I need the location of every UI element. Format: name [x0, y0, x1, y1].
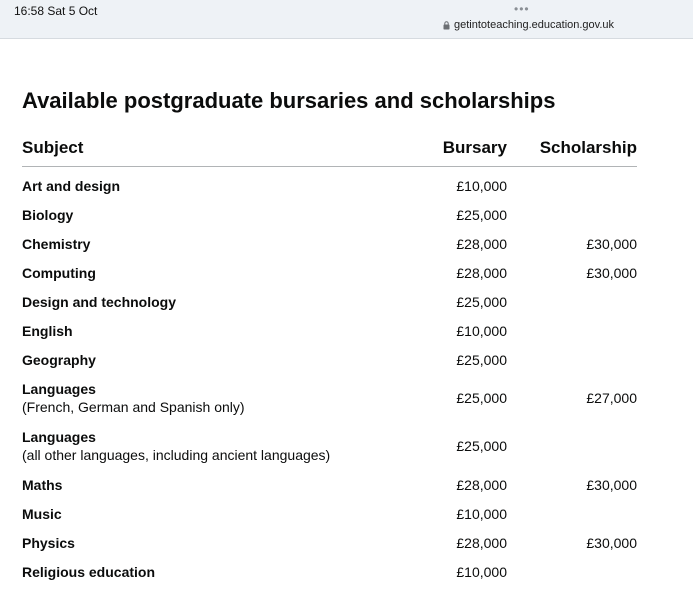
status-time-date: 16:58 Sat 5 Oct: [14, 4, 98, 18]
subject-name: Art and design: [22, 177, 121, 194]
bursary-amount: £25,000: [456, 351, 507, 368]
table-body: [22, 167, 637, 587]
bursary-amount: £28,000: [456, 476, 507, 493]
subject-name: Languages: [22, 429, 96, 445]
table-row: [22, 345, 637, 374]
table-row: [22, 167, 637, 201]
scholarship-amount: [507, 422, 637, 470]
scholarship-amount: £30,000: [586, 534, 637, 551]
scholarship-amount: £27,000: [586, 390, 637, 406]
subject-cell: [22, 345, 437, 374]
subject-name: Maths: [22, 476, 63, 493]
scholarship-amount: [507, 499, 637, 528]
bursary-amount: £25,000: [456, 438, 507, 454]
table-row: [22, 422, 637, 470]
scholarship-amount: [507, 345, 637, 374]
browser-status-bar: [0, 0, 693, 39]
bursary-amount: £10,000: [456, 177, 507, 194]
subject-note: (all other languages, including ancient languages): [22, 447, 331, 463]
subject-cell: [22, 167, 437, 201]
more-dots-icon[interactable]: •••: [514, 2, 530, 16]
subject-name: Computing: [22, 264, 96, 281]
subject-name: Design and technology: [22, 293, 177, 310]
subject-name: Chemistry: [22, 235, 91, 252]
bursary-amount: £25,000: [456, 390, 507, 406]
subject-cell: [22, 528, 437, 557]
bursaries-table: [22, 130, 637, 586]
scholarship-amount: £30,000: [586, 264, 637, 281]
subject-cell: [22, 287, 437, 316]
subject-name: Languages: [22, 381, 96, 397]
bursary-amount: £10,000: [456, 563, 507, 580]
url-text[interactable]: getintoteaching.education.gov.uk: [454, 19, 615, 31]
subject-cell: [22, 374, 437, 422]
table-row: [22, 374, 637, 422]
table-row: [22, 229, 637, 258]
scholarship-amount: [507, 200, 637, 229]
scholarship-column-header: Scholarship: [507, 130, 637, 167]
subject-cell: [22, 229, 437, 258]
subject-cell: [22, 499, 437, 528]
scholarship-amount: [507, 287, 637, 316]
bursary-amount: £25,000: [456, 206, 507, 223]
scholarship-amount: [507, 557, 637, 586]
subject-name: Geography: [22, 351, 96, 368]
table-row: [22, 499, 637, 528]
subject-cell: [22, 258, 437, 287]
subject-name: Physics: [22, 534, 75, 551]
bursary-amount: £10,000: [456, 322, 507, 339]
table-row: [22, 258, 637, 287]
subject-name: Music: [22, 505, 62, 522]
bursary-amount: £25,000: [456, 293, 507, 310]
table-row: [22, 287, 637, 316]
subject-cell: [22, 200, 437, 229]
bursary-amount: £28,000: [456, 534, 507, 551]
table-header-row: [22, 130, 637, 167]
scholarship-amount: £30,000: [586, 235, 637, 252]
lock-icon: [443, 21, 450, 30]
bursary-amount: £28,000: [456, 264, 507, 281]
table-row: [22, 557, 637, 586]
subject-cell: [22, 557, 437, 586]
subject-cell: [22, 316, 437, 345]
table-row: [22, 316, 637, 345]
subject-cell: [22, 422, 437, 470]
subject-name: English: [22, 322, 73, 339]
scholarship-amount: £30,000: [586, 476, 637, 493]
bursary-amount: £28,000: [456, 235, 507, 252]
bursary-column-header: Bursary: [437, 130, 507, 167]
table-row: [22, 528, 637, 557]
subject-note: (French, German and Spanish only): [22, 399, 245, 415]
scholarship-amount: [507, 167, 637, 201]
table-row: [22, 200, 637, 229]
subject-cell: [22, 470, 437, 499]
address-bar[interactable]: [443, 19, 614, 31]
subject-name: Biology: [22, 206, 74, 223]
page-title: Available postgraduate bursaries and scholarships: [22, 88, 556, 113]
scholarship-amount: [507, 316, 637, 345]
bursary-amount: £10,000: [456, 505, 507, 522]
table-row: [22, 470, 637, 499]
subject-column-header: Subject: [22, 130, 437, 167]
subject-name: Religious education: [22, 563, 156, 580]
